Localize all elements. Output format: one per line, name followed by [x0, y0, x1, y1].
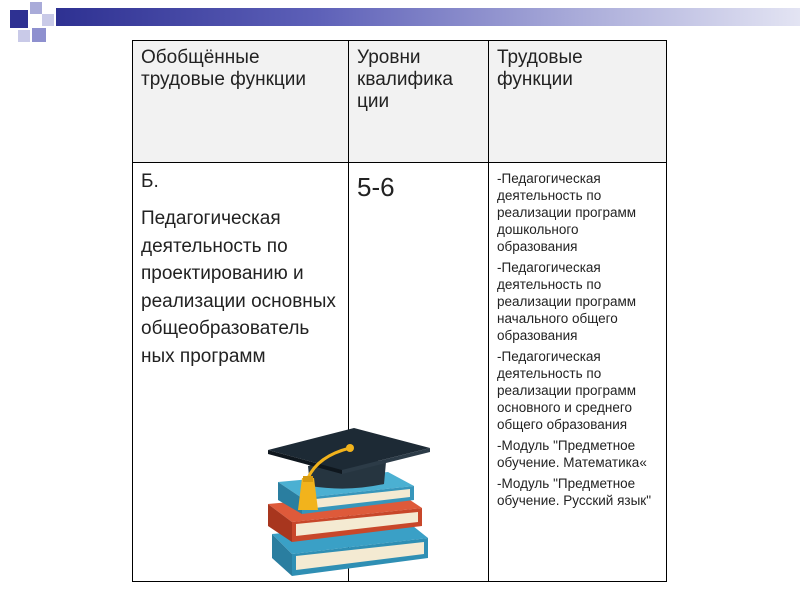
list-item: -Модуль "Предметное обучение. Русский язык"	[497, 476, 651, 508]
list-item: -Педагогическая деятельность по реализации программ дошкольного образования	[497, 171, 637, 254]
graduation-cap-books-icon	[258, 426, 438, 578]
header-generalized-functions: Обобщённые трудовые функции	[133, 41, 349, 163]
function-code: Б.	[141, 171, 159, 192]
function-description: Педагогическая деятельность по проектированию и реализации основных общеобразователь ных программ	[141, 208, 336, 367]
level-value: 5-6	[357, 172, 395, 202]
deco-square	[10, 10, 28, 28]
cell-labor-functions	[489, 163, 667, 582]
table-header-row	[133, 41, 667, 163]
deco-square	[42, 14, 54, 26]
list-item: -Модуль "Предметное обучение. Математика«	[497, 438, 647, 470]
list-item: -Педагогическая деятельность по реализации программ основного и среднего общего образования	[497, 349, 637, 432]
header-qualification-levels: Уровни квалифика ции	[349, 41, 489, 163]
header-gradient-bar	[56, 8, 800, 26]
list-item: -Педагогическая деятельность по реализации программ начального общего образования	[497, 260, 637, 343]
deco-square	[18, 30, 30, 42]
deco-square	[32, 28, 46, 42]
header-labor-functions: Трудовые функции	[489, 41, 667, 163]
deco-square	[30, 2, 42, 14]
